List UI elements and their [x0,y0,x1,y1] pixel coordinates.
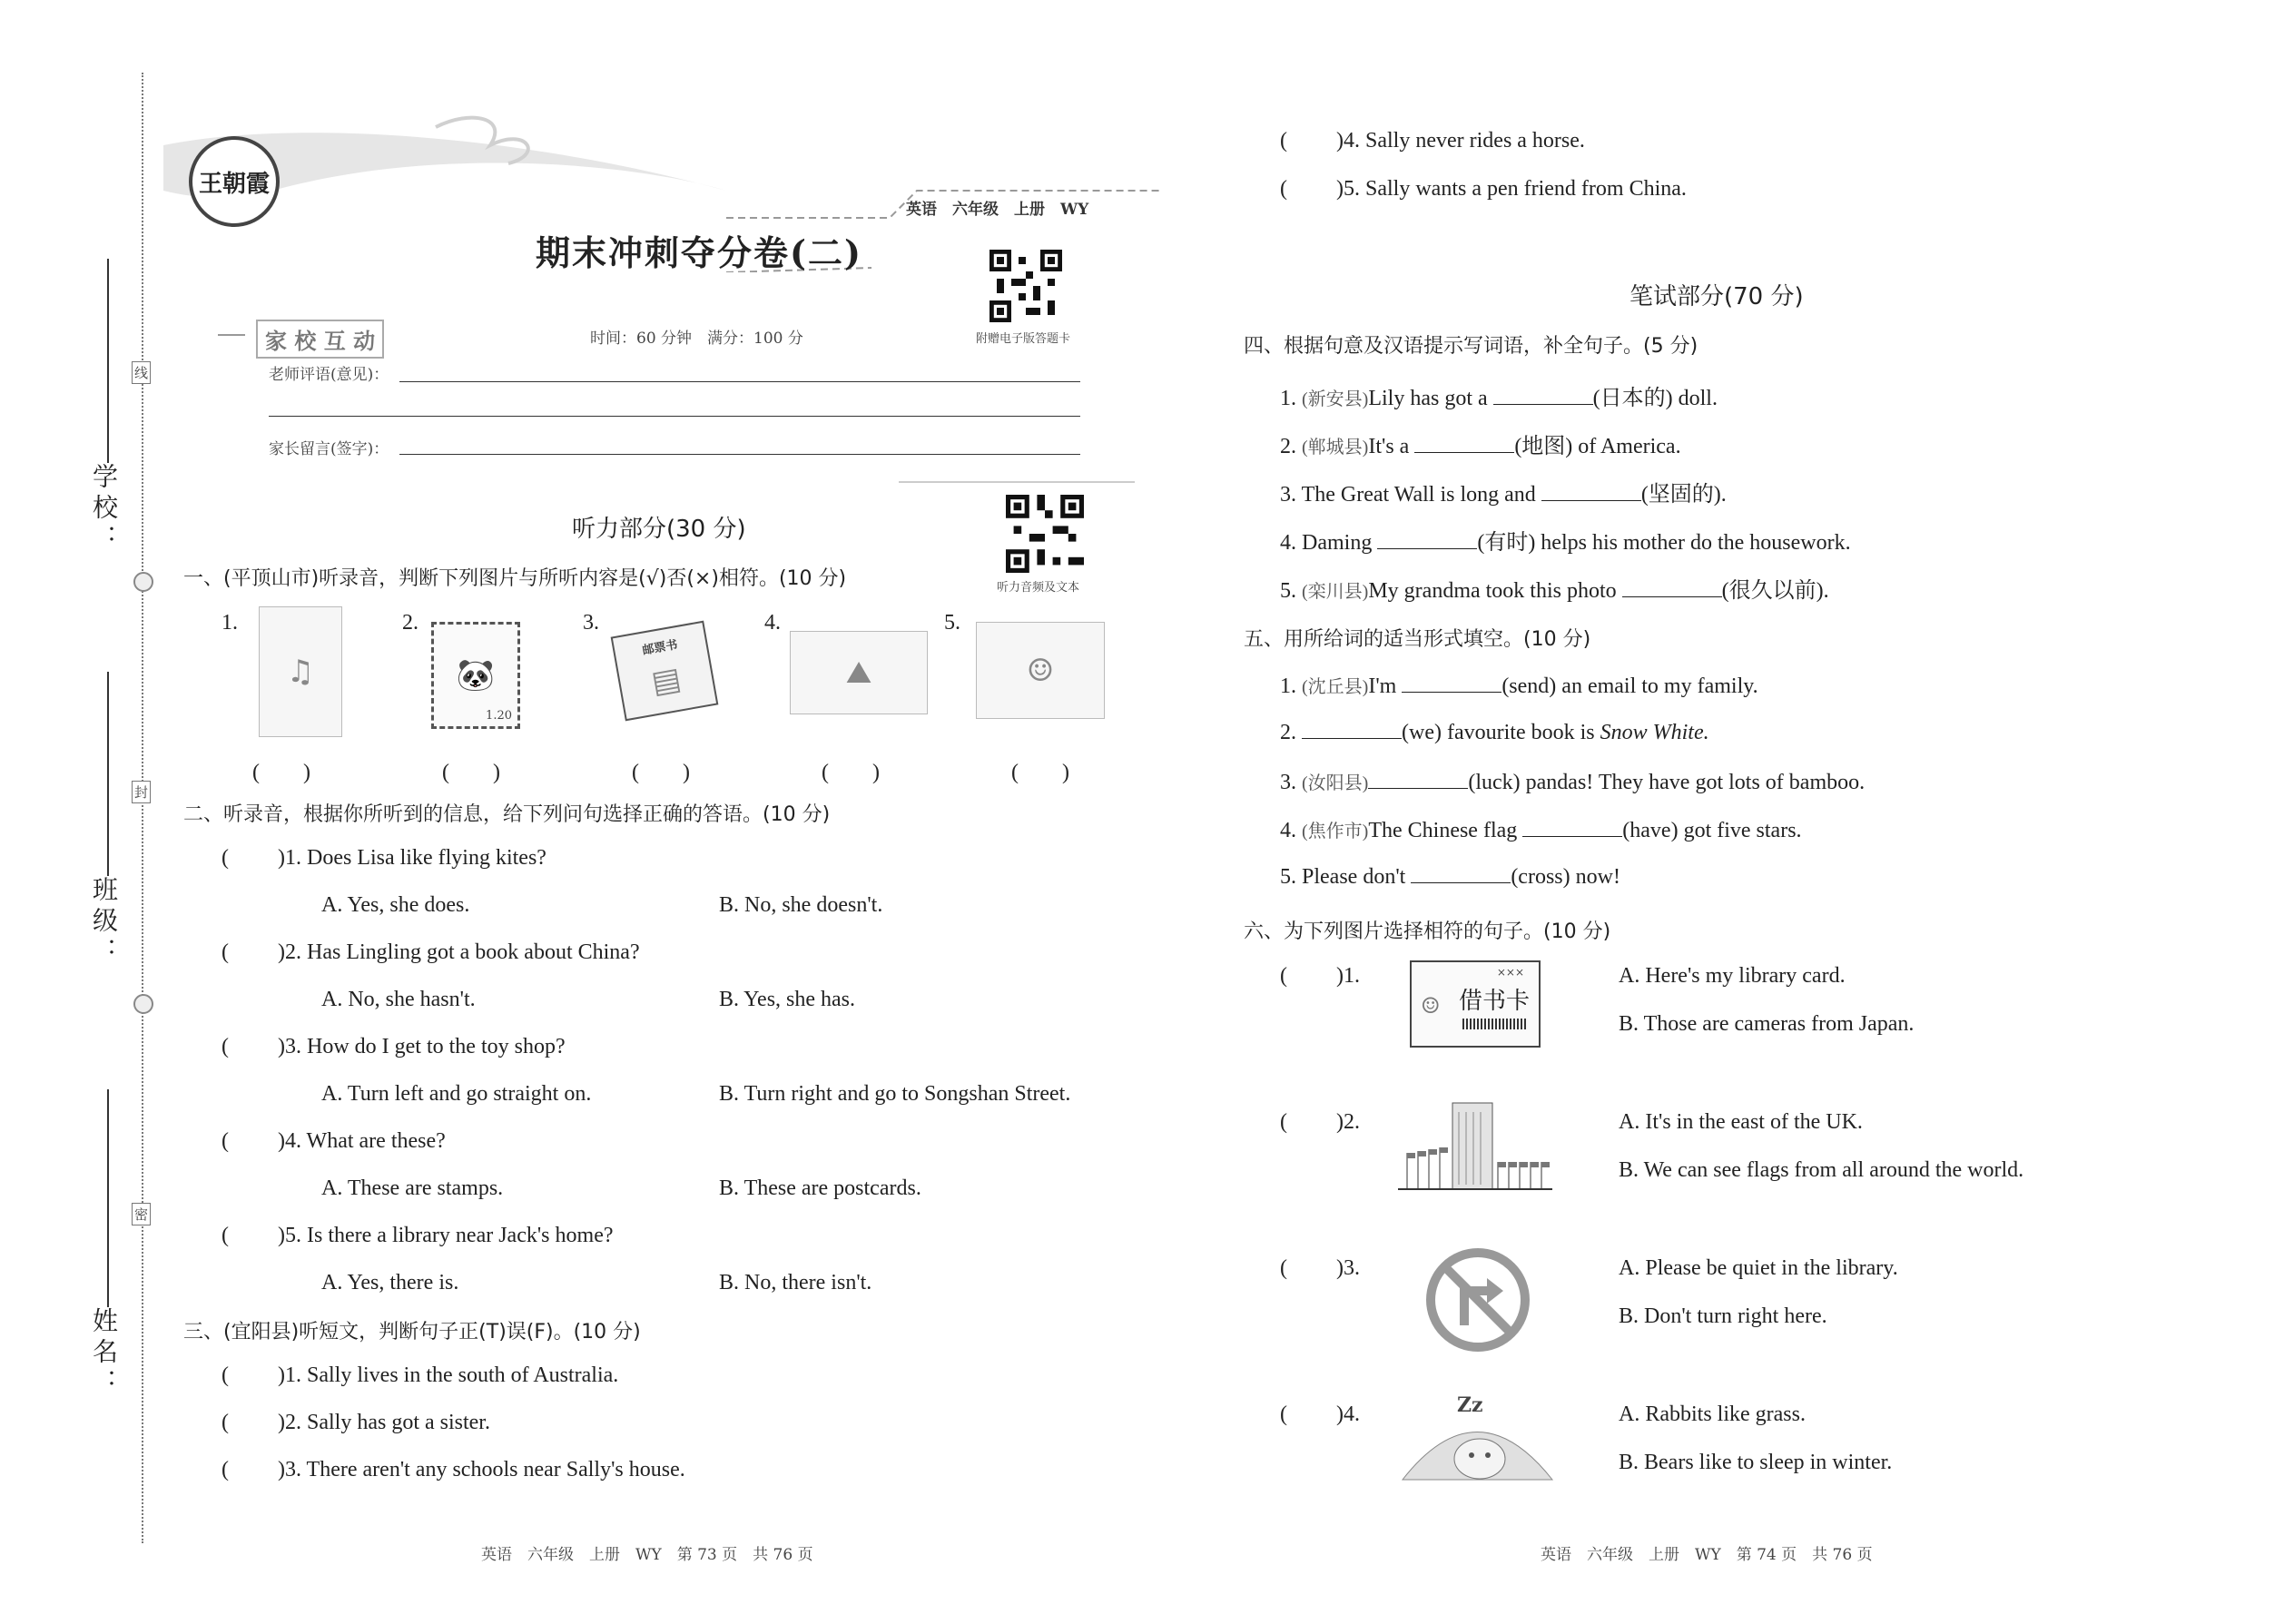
fill-item [1280,864,1620,890]
match-number: )1. [1336,964,1360,988]
region-tag: (新安县) [1302,389,1369,409]
school-label: 学校： [89,463,119,556]
item-number: 5. [1280,579,1302,603]
answer-paren-3[interactable]: ( ) [632,761,690,784]
option-a[interactable]: A. Yes, she does. [321,893,470,917]
region-tag: (郸城县) [1302,438,1369,458]
option-b[interactable]: B. No, she doesn't. [719,893,883,917]
answer-paren-5[interactable]: ( ) [1011,761,1069,784]
book-icon: ▤ [648,660,684,702]
answer-paren-1[interactable]: ( ) [252,761,310,784]
item-hint: (have) got five stars. [1622,819,1802,842]
item-hint: (send) an email to my family. [1501,674,1758,698]
teacher-comment-line-1[interactable] [399,381,1080,382]
pic-girl-violin [259,606,342,737]
fill-item [1280,572,1829,604]
pic-number: 1. [222,611,238,635]
answer-paren-2[interactable]: ( ) [442,761,500,784]
match-number: )2. [1336,1110,1360,1134]
question-text: )2. Has Lingling got a book about China? [278,940,640,964]
library-card-text: 借书卡 [1459,988,1531,1015]
item-text: It's a [1368,435,1415,458]
item-number: 3. [1280,771,1302,794]
match-item-number: ( )3. [1280,1256,1360,1280]
option-a[interactable]: A. These are stamps. [321,1176,504,1200]
answer-blank[interactable] [1622,578,1722,597]
pic-library-card [1410,960,1541,1048]
item-number: 3. [1280,483,1302,507]
qr-code-audio [1006,495,1084,573]
item-text: Please don't [1302,865,1412,889]
girl-violin-icon: ♫ [286,654,315,690]
region-tag: (沈丘县) [1302,677,1369,697]
fill-item [1280,672,1758,699]
tf-item-text: )2. Sally has got a sister. [278,1411,490,1434]
flags-building-icon [1398,1098,1552,1198]
option-a[interactable]: A. Turn left and go straight on. [321,1082,592,1106]
question-text: )1. Does Lisa like flying kites? [278,846,546,870]
qr-code-answer-sheet [989,250,1062,322]
brand-logo [189,136,280,227]
item-text: I'm [1368,674,1403,698]
match-item-number: ( )1. [1280,964,1360,988]
name-label: 姓名： [89,1307,119,1400]
binding-hole-1 [133,572,153,592]
pic-number: 3. [583,611,599,635]
question-row: ( )3. How do I get to the toy shop? [222,1035,566,1058]
answer-blank[interactable] [1541,482,1641,501]
item-hint: (地图) of America. [1514,435,1681,458]
fill-item [1280,524,1851,556]
option-a[interactable]: A. Please be quiet in the library. [1619,1256,1898,1280]
girl-sofa-icon: ☺ [1026,652,1055,689]
item-number: 1. [1280,387,1302,410]
pic-number: 4. [764,611,781,635]
item-number: 2. [1280,721,1302,744]
option-a[interactable]: A. No, she hasn't. [321,988,476,1011]
region-tag: (焦作市) [1302,822,1369,842]
card-small-text: ××× [1496,966,1524,979]
option-b[interactable]: B. Those are cameras from Japan. [1619,1012,1915,1036]
pic-great-wall [790,631,928,714]
time-score: 时间：60 分钟 满分：100 分 [590,330,803,348]
answer-blank[interactable] [1411,864,1511,883]
answer-blank[interactable] [1368,770,1468,789]
fill-item [1280,720,1709,745]
region-tag: (汝阳县) [1302,773,1369,793]
option-b[interactable]: B. Bears like to sleep in winter. [1619,1451,1893,1474]
snore-text: Zz [1457,1393,1483,1417]
footer-right: 英语 六年级 上册 WY 第 74 页 共 76 页 [1541,1546,1873,1564]
tf-item: ( )1. Sally lives in the south of Australia. [222,1363,619,1387]
answer-blank[interactable] [1522,818,1622,837]
binding-dotted-line [142,73,143,1543]
option-a[interactable]: A. Here's my library card. [1619,964,1846,988]
item-hint: (日本的) doll. [1592,387,1718,410]
item-hint: (cross) now! [1511,865,1620,889]
tf-item-text: )1. Sally lives in the south of Australia. [278,1363,619,1387]
question-text: )4. What are these? [278,1129,446,1153]
option-b[interactable]: B. No, there isn't. [719,1271,872,1294]
class-label: 班级： [89,876,119,969]
parent-comment-label: 家长留言(签字)： [269,440,389,458]
section1-title: 一、(平顶山市)听录音，判断下列图片与所听内容是(√)否(×)相符。(10 分) [183,567,847,590]
question-text: )3. How do I get to the toy shop? [278,1035,566,1058]
answer-blank[interactable] [1302,720,1402,739]
pic-girl-sofa [976,622,1105,719]
answer-blank[interactable] [1402,674,1501,693]
item-text: My grandma took this photo [1368,579,1622,603]
option-b[interactable]: B. Turn right and go to Songshan Street. [719,1082,1071,1106]
tf-item: ( )2. Sally has got a sister. [222,1411,490,1434]
answer-blank[interactable] [1493,386,1593,405]
item-number: 5. [1280,865,1302,889]
pic-stamp [431,622,520,729]
tf-item-text: )3. There aren't any schools near Sally's house. [278,1458,685,1481]
item-hint: (坚固的). [1640,483,1727,507]
seal-marker-3: 密 [132,1203,151,1225]
item-hint: (有时) helps his mother do the housework. [1477,531,1851,555]
item-text: Daming [1302,531,1378,555]
listening-title: 听力部分(30 分) [572,516,746,543]
teacher-comment-line-2[interactable] [269,416,1080,417]
option-b[interactable]: B. We can see flags from all around the world. [1619,1158,2024,1182]
section3-title: 三、(宜阳县)听短文，判断句子正(T)误(F)。(10 分) [183,1321,641,1343]
great-wall-icon: ⛰ [845,655,872,691]
pic-number: 2. [402,611,418,635]
section6-title: 六、为下列图片选择相符的句子。(10 分) [1244,920,1611,943]
item-hint: (we) favourite book is [1402,721,1600,744]
library-card-icon: ☺ [1421,993,1441,1019]
item-text: Lily has got a [1368,387,1493,410]
section2-title: 二、听录音，根据你所听到的信息，给下列问句选择正确的答语。(10 分) [183,803,831,826]
tf-item-text: )5. Sally wants a pen friend from China. [1336,177,1687,201]
writing-title: 笔试部分(70 分) [1629,283,1804,310]
header-tags: 英语 六年级 上册 WY [906,201,1089,219]
tf-item: ( )3. There aren't any schools near Sally's house. [222,1458,685,1481]
header-deco-rule [899,481,1135,483]
name-line [107,1089,109,1307]
class-line [107,672,109,876]
qr2-caption: 听力音频及文本 [997,581,1080,595]
item-number: 4. [1280,819,1302,842]
stamp-icon: 🐼 [456,657,496,694]
barcode-icon [1462,1019,1526,1029]
item-number: 1. [1280,674,1302,698]
fill-item [1280,476,1727,507]
match-number: )3. [1336,1256,1360,1280]
question-row: ( )2. Has Lingling got a book about China? [222,940,640,964]
book-title-italic: Snow White. [1600,721,1709,744]
item-hint: (很久以前). [1721,579,1829,603]
question-text: )5. Is there a library near Jack's home? [278,1224,614,1247]
home-school-badge: 家 校 互 动 [256,320,384,359]
item-number: 2. [1280,435,1302,458]
match-item-number: ( )2. [1280,1110,1360,1134]
parent-comment-line[interactable] [399,454,1080,455]
option-b[interactable]: B. Don't turn right here. [1619,1304,1827,1328]
binding-hole-2 [133,994,153,1014]
school-line [107,259,109,463]
item-text: The Chinese flag [1368,819,1523,842]
question-row: ( )5. Is there a library near Jack's home? [222,1224,614,1247]
item-number: 4. [1280,531,1302,555]
option-a[interactable]: A. Yes, there is. [321,1271,459,1294]
seal-marker-1: 线 [132,361,151,384]
option-a[interactable]: A. Rabbits like grass. [1619,1403,1806,1426]
fill-item [1280,428,1681,459]
region-tag: (栾川县) [1302,582,1369,602]
section4-title: 四、根据句意及汉语提示写词语，补全句子。(5 分) [1244,335,1698,358]
fill-item [1280,768,1865,795]
answer-blank[interactable] [1414,434,1514,453]
option-a[interactable]: A. It's in the east of the UK. [1619,1110,1863,1134]
option-b[interactable]: B. Yes, she has. [719,988,856,1011]
seal-marker-2: 封 [132,781,151,803]
pic-number: 5. [944,611,960,635]
item-hint: (luck) pandas! They have got lots of bamboo. [1468,771,1866,794]
fill-item [1280,816,1802,843]
no-right-turn-icon [1423,1245,1532,1354]
stamp-value: 1.20 [486,709,512,723]
qr1-caption: 附赠电子版答题卡 [976,332,1071,346]
tf-item: ( )5. Sally wants a pen friend from China. [1280,177,1687,201]
footer-left: 英语 六年级 上册 WY 第 73 页 共 76 页 [481,1546,813,1564]
section5-title: 五、用所给词的适当形式填空。(10 分) [1244,628,1591,651]
page-title: 期末冲刺夺分卷(二) [536,232,862,273]
question-row: ( )1. Does Lisa like flying kites? [222,846,546,870]
fill-item [1280,379,1718,411]
answer-blank[interactable] [1377,530,1477,549]
match-number: )4. [1336,1403,1360,1426]
tf-item: ( )4. Sally never rides a horse. [1280,129,1585,153]
question-row: ( )4. What are these? [222,1129,446,1153]
answer-paren-4[interactable]: ( ) [822,761,880,784]
brand-logo-text: 王朝霞 [198,170,270,198]
pic-book [611,621,719,722]
tf-item-text: )4. Sally never rides a horse. [1336,129,1585,153]
teacher-comment-label: 老师评语(意见)： [269,366,389,384]
pic-sleeping-bear [1393,1393,1561,1484]
badge-rule [218,334,245,336]
book-title: 邮票书 [641,638,679,658]
option-b[interactable]: B. These are postcards. [719,1176,921,1200]
match-item-number: ( )4. [1280,1403,1360,1426]
item-text: The Great Wall is long and [1301,483,1541,507]
